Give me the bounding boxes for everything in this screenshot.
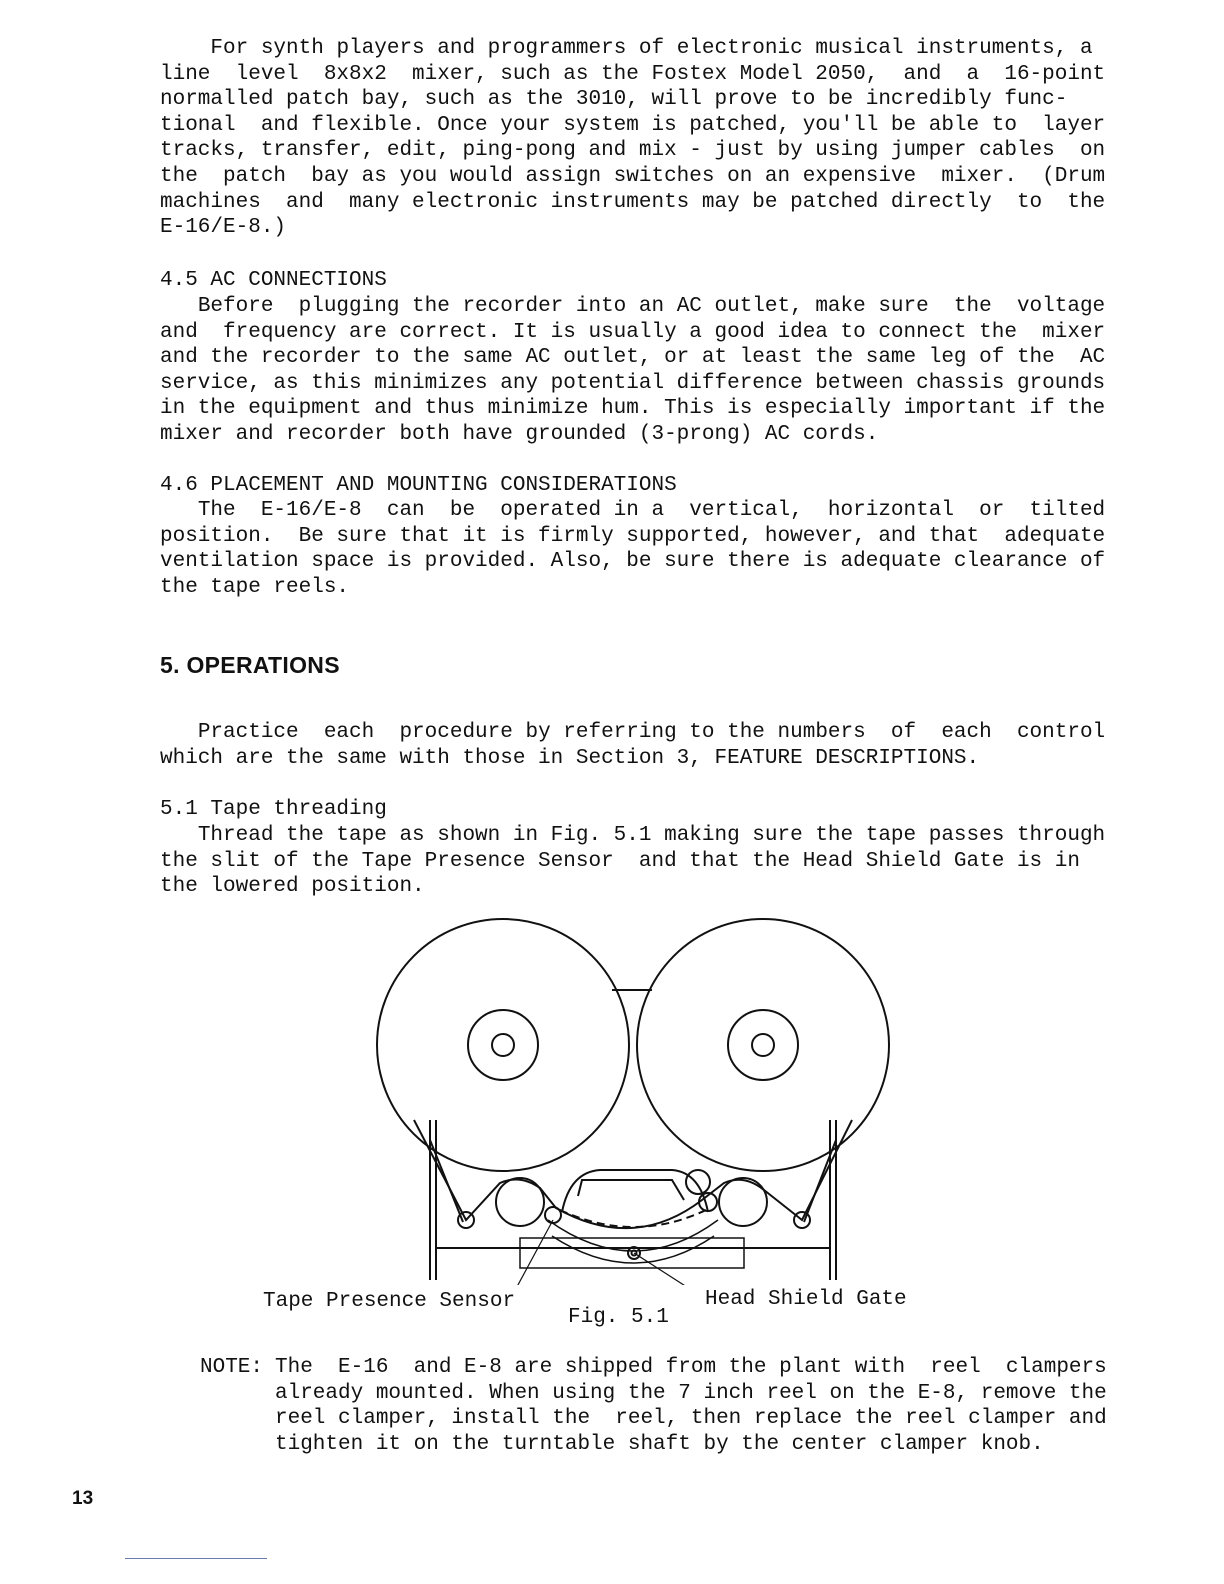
page-number: 13 bbox=[72, 1488, 94, 1509]
section-4-6-heading: 4.6 PLACEMENT AND MOUNTING CONSIDERATIONS bbox=[160, 474, 677, 497]
section-4-6-body: The E-16/E-8 can be operated in a vertical, horizontal or tilted position. Be sure that it is firmly supported, however, and that adequate ventilation space is provided. Also, be sure there is adequate clearance of the tape reels. bbox=[160, 499, 1106, 599]
tape-presence-sensor-label: Tape Presence Sensor bbox=[263, 1290, 516, 1313]
right-reel bbox=[637, 919, 889, 1171]
tape-path bbox=[414, 1120, 852, 1228]
intro-paragraph: For synth players and programmers of electronic musical instruments, a line level 8x8x2 mixer, such as the Fostex Model 2050, and a 16-point normalled patch bay, such as the 3010, will prove to be incredibly func- tional and flexible. Once your system is patched, you'll be able to layer tracks, transfer, edit, ping-pong and mix - just by using jumper cables on the patch bay as you would assign switches on an expensive mixer. (Drum machines and many electronic instruments may be patched directly to the E-16/E-8.) bbox=[160, 37, 1106, 240]
bottom-rule bbox=[125, 1558, 267, 1559]
head-shield-gate-label: Head Shield Gate bbox=[705, 1288, 907, 1311]
section-5-1-heading: 5.1 Tape threading bbox=[160, 798, 387, 821]
section-4-5-heading: 4.5 AC CONNECTIONS bbox=[160, 269, 387, 292]
section-5-heading: 5. OPERATIONS bbox=[160, 652, 340, 678]
label-leader-lines bbox=[512, 1220, 704, 1285]
section-4-5-body: Before plugging the recorder into an AC outlet, make sure the voltage and frequency are correct. It is usually a good idea to connect the mixer and the recorder to the same AC outlet, or at least the same leg of the AC service, as this minimizes any potential difference between chassis grounds in the equipment and thus minimize hum. This is especially important if the mixer and recorder both have grounded (3-prong) AC cords. bbox=[160, 295, 1106, 446]
figure-caption: Fig. 5.1 bbox=[568, 1306, 669, 1329]
tension-arms bbox=[430, 1140, 836, 1228]
section-5-intro: Practice each procedure by referring to the numbers of each control which are the same with those in Section 3, FEATURE DESCRIPTIONS. bbox=[160, 721, 1106, 770]
recorder-chassis bbox=[430, 990, 836, 1280]
guide-rollers bbox=[496, 1170, 767, 1259]
section-5-1-body: Thread the tape as shown in Fig. 5.1 making sure the tape passes through the slit of the Tape Presence Sensor and that the Head Shield Gate is in the lowered position. bbox=[160, 824, 1106, 899]
note-body: The E-16 and E-8 are shipped from the plant with reel clampers already mounted. When using the 7 inch reel on the E-8, remove the reel clamper, install the reel, then replace the reel clamper and tighten it on the turntable shaft by the center clamper knob. bbox=[275, 1356, 1107, 1456]
left-reel bbox=[377, 919, 629, 1171]
note-label: NOTE: bbox=[200, 1356, 264, 1379]
tape-threading-figure bbox=[370, 915, 900, 1285]
